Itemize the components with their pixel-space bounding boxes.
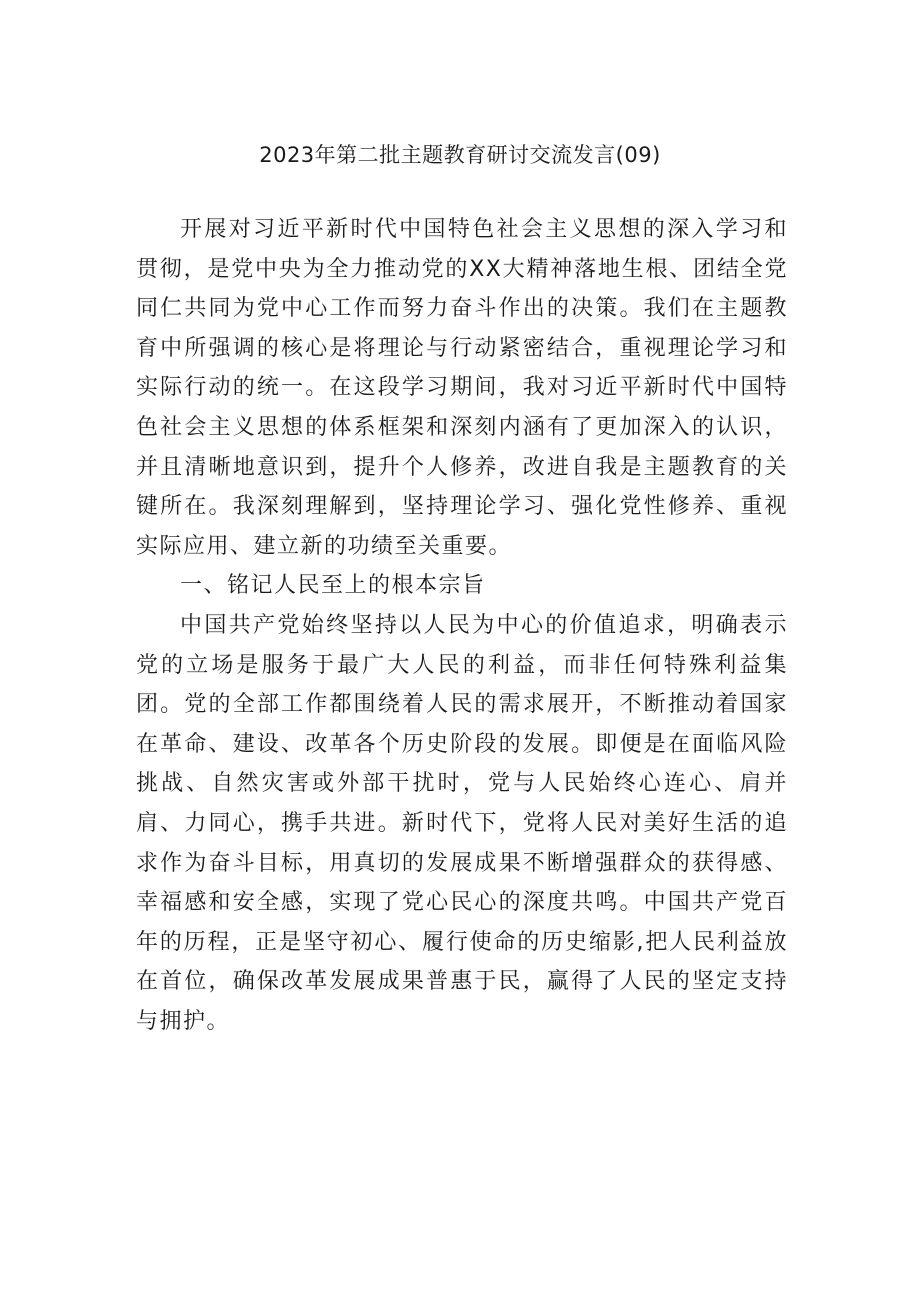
intro-paragraph: 开展对习近平新时代中国特色社会主义思想的深入学习和贯彻，是党中央为全力推动党的XX大精神落地生根、团结全党同仁共同为党中心工作而努力奋斗作出的决策。我们在主题教育中所强调的核心是将理论与行动紧密结合，重视理论学习和实际行动的统一。在这段学习期间，我对习近平新时代中国特色社会主义思想的体系框架和深刻内涵有了更加深入的认识，并且清晰地意识到，提升个人修养，改进自我是主题教育的关键所在。我深刻理解到，坚持理论学习、强化党性修养、重视实际应用、建立新的功绩至关重要。 <box>136 217 788 559</box>
document-title: 2023年第二批主题教育研讨交流发言(09) <box>259 143 661 167</box>
document-body <box>136 210 788 1041</box>
section-1-paragraph: 中国共产党始终坚持以人民为中心的价值追求，明确表示党的立场是服务于最广大人民的利益，而非任何特殊利益集团。党的全部工作都围绕着人民的需求展开，不断推动着国家在革命、建设、改革各个历史阶段的发展。即便是在面临风险挑战、自然灾害或外部干扰时，党与人民始终心连心、肩并肩、力同心，携手共进。新时代下，党将人民对美好生活的追求作为奋斗目标，用真切的发展成果不断增强群众的获得感、幸福感和安全感，实现了党心民心的深度共鸣。中国共产党百年的历程，正是坚守初心、履行使命的历史缩影,把人民利益放在首位，确保改革发展成果普惠于民，赢得了人民的坚定支持与拥护。 <box>136 612 788 1034</box>
section-heading-1: 一、铭记人民至上的根本宗旨 <box>180 573 486 599</box>
